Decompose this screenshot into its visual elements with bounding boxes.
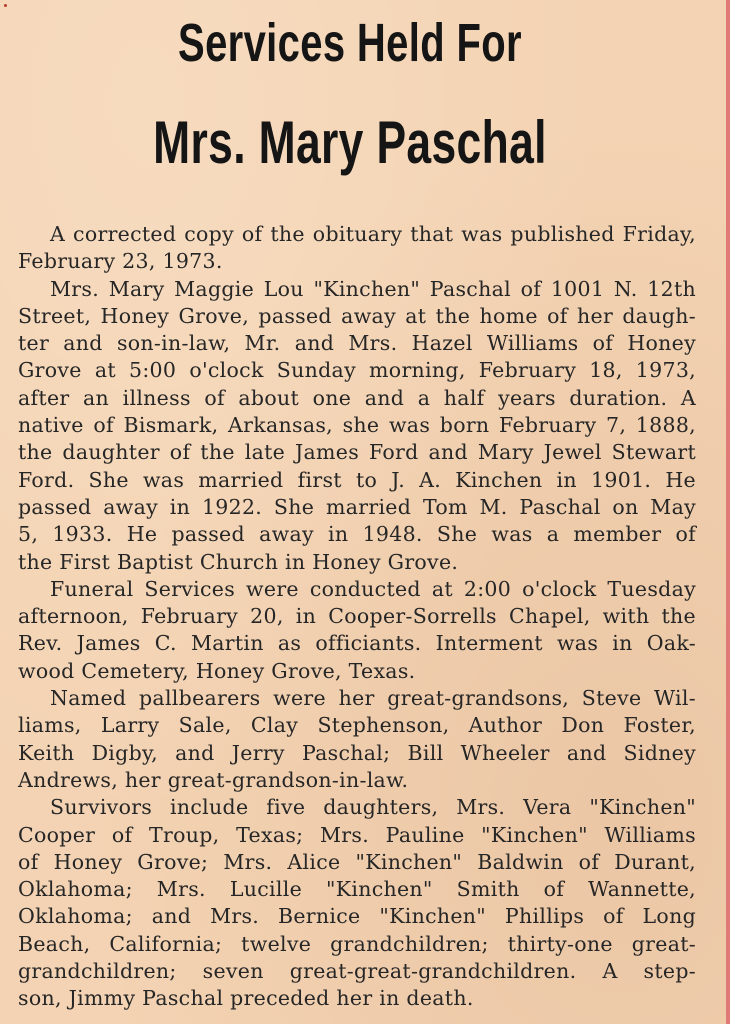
ink-speck [4, 4, 7, 7]
clipping-edge [726, 0, 730, 1024]
text-line: February 23, 1973. [18, 249, 223, 274]
text-line: grandchildren; seven great-great-grandchildren. A step- [18, 959, 696, 984]
text-line: the daughter of the late James Ford and Mary Jewel Stewart [18, 440, 696, 465]
text-line: Beach, California; twelve grandchildren; thirty-one great- [18, 931, 696, 956]
text-line: Named pallbearers were her great-grandsons, Steve Wil- [50, 686, 696, 711]
text-line: of Honey Grove; Mrs. Alice "Kinchen" Baldwin of Durant, [18, 849, 696, 874]
text-line: Keith Digby, and Jerry Paschal; Bill Wheeler and Sidney [18, 740, 696, 765]
text-line: ter and son-in-law, Mr. and Mrs. Hazel Williams of Honey [18, 331, 696, 356]
text-line: Funeral Services were conducted at 2:00 o'clock Tuesday [50, 576, 696, 601]
text-line: wood Cemetery, Honey Grove, Texas. [18, 658, 416, 683]
text-line: passed away in 1922. She married Tom M. Paschal on May [18, 494, 696, 519]
text-line: after an illness of about one and a half years duration. A [18, 385, 696, 410]
text-line: afternoon, February 20, in Cooper-Sorrells Chapel, with the [18, 604, 696, 629]
text-line: A corrected copy of the obituary that was published Friday, [50, 222, 696, 246]
text-line: Survivors include five daughters, Mrs. Vera "Kinchen" [50, 795, 696, 820]
headline-line-1: Services Held For [178, 13, 522, 73]
text-line: Ford. She was married first to J. A. Kinchen in 1901. He [18, 467, 696, 492]
text-line: Oklahoma; and Mrs. Bernice "Kinchen" Phillips of Long [18, 904, 696, 929]
text-line: son, Jimmy Paschal preceded her in death. [18, 986, 474, 1011]
text-line: Andrews, her great-grandson-in-law. [18, 767, 409, 792]
text-line: Grove at 5:00 o'clock Sunday morning, February 18, 1973, [18, 358, 696, 383]
headline-line-2: Mrs. Mary Paschal [153, 109, 547, 176]
text-line: Oklahoma; Mrs. Lucille "Kinchen" Smith of Wannette, [18, 877, 696, 902]
obituary-body [18, 221, 696, 1013]
text-line: Rev. James C. Martin as officiants. Interment was in Oak- [18, 631, 696, 656]
text-line: the First Baptist Church in Honey Grove. [18, 549, 459, 574]
text-line: liams, Larry Sale, Clay Stephenson, Author Don Foster, [18, 713, 696, 738]
text-line: Street, Honey Grove, passed away at the home of her daugh- [18, 303, 696, 328]
text-line: Mrs. Mary Maggie Lou "Kinchen" Paschal of 1001 N. 12th [50, 276, 696, 301]
text-line: native of Bismark, Arkansas, she was born February 7, 1888, [18, 413, 696, 438]
text-line: Cooper of Troup, Texas; Mrs. Pauline "Kinchen" Williams [18, 822, 696, 847]
text-line: 5, 1933. He passed away in 1948. She was a member of [18, 522, 696, 547]
